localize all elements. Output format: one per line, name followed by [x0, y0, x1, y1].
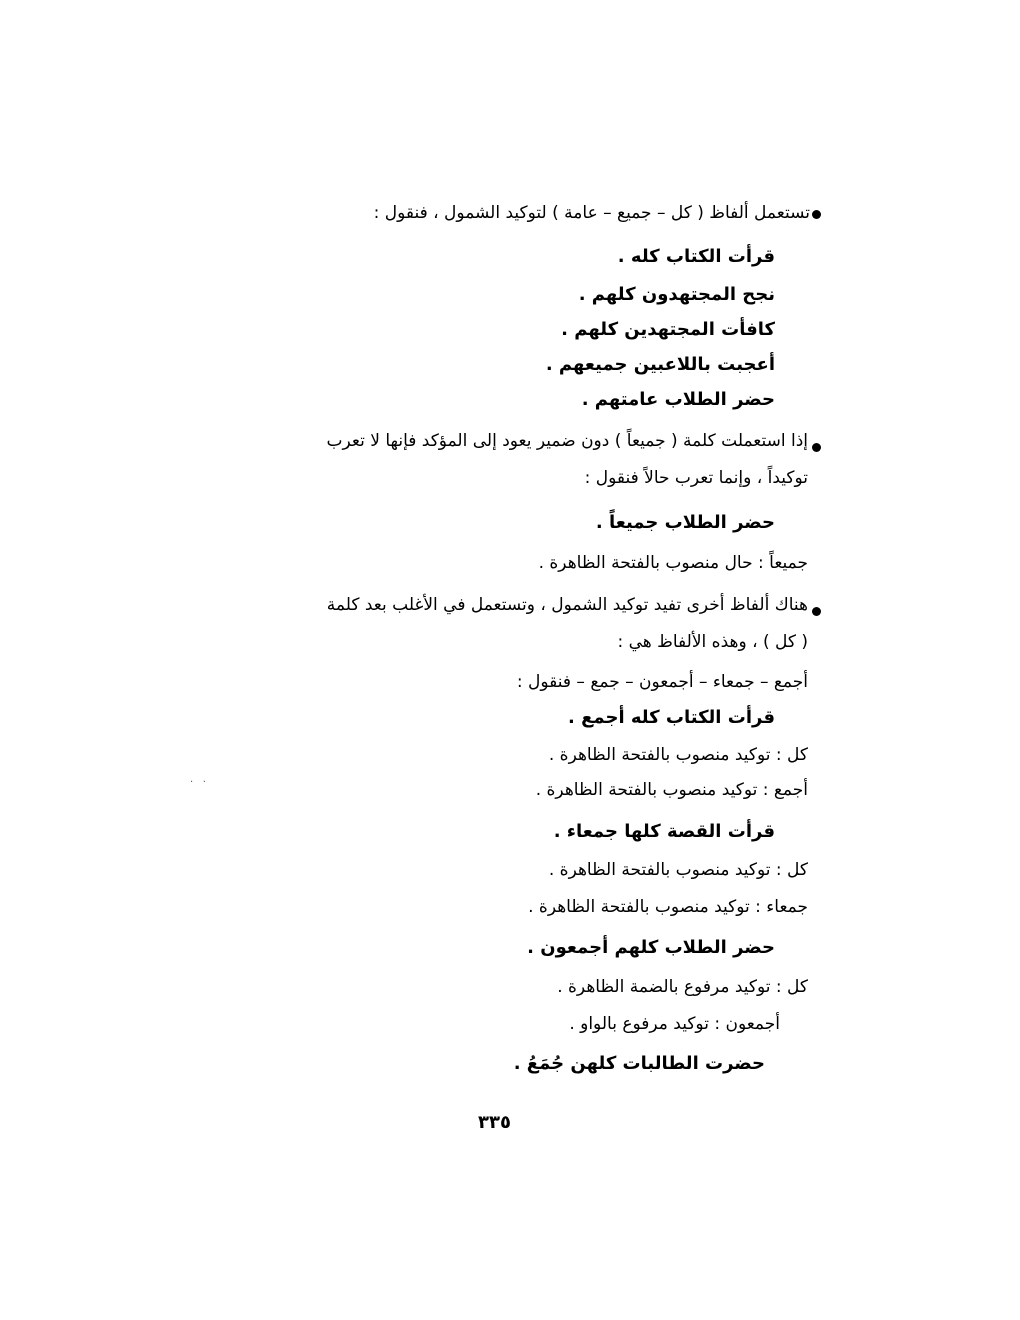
paragraph-line: توكيداً ، وإنما تعرب حالاً فنقول : — [584, 468, 808, 488]
example-sentence: نجح المجتهدون كلهم . — [578, 284, 775, 305]
bullet-marker — [812, 443, 821, 452]
scan-speck: · · — [190, 777, 206, 788]
explanation-line: أجمع : توكيد منصوب بالفتحة الظاهرة . — [535, 780, 808, 800]
example-sentence: قرأت الكتاب كله . — [617, 246, 775, 267]
explanation-line: كل : توكيد منصوب بالفتحة الظاهرة . — [548, 860, 808, 880]
explanation-line: كل : توكيد منصوب بالفتحة الظاهرة . — [548, 745, 808, 765]
paragraph-line: تستعمل ألفاظ ( كل – جميع – عامة ) لتوكيد الشمول ، فنقول : — [373, 203, 810, 223]
example-sentence: قرأت الكتاب كله أجمع . — [568, 707, 775, 728]
explanation-line: كل : توكيد مرفوع بالضمة الظاهرة . — [557, 977, 808, 997]
example-sentence: حضر الطلاب كلهم أجمعون . — [527, 937, 775, 958]
paragraph-line: ( كل ) ، وهذه الألفاظ هي : — [617, 632, 808, 652]
explanation-line: جمعاء : توكيد منصوب بالفتحة الظاهرة . — [528, 897, 808, 917]
page-number: ٣٣٥ — [478, 1112, 511, 1133]
example-sentence: حضرت الطالبات كلهن جُمَعُ . — [513, 1053, 765, 1074]
example-sentence: حضر الطلاب جميعاً . — [595, 512, 775, 533]
paragraph-line: إذا استعملت كلمة ( جميعاً ) دون ضمير يعود إلى المؤكد فإنها لا تعرب — [326, 431, 808, 451]
bullet-marker — [812, 607, 821, 616]
example-sentence: حضر الطلاب عامتهم . — [581, 389, 775, 410]
example-sentence: كافأت المجتهدين كلهم . — [561, 319, 775, 340]
explanation-line: أجمعون : توكيد مرفوع بالواو . — [569, 1014, 780, 1034]
paragraph-line: أجمع – جمعاء – أجمعون – جمع – فنقول : — [516, 672, 808, 692]
example-sentence: أعجبت باللاعبين جميعهم . — [545, 354, 775, 375]
paragraph-line: هناك ألفاظ أخرى تفيد توكيد الشمول ، وتستعمل في الأغلب بعد كلمة — [326, 595, 808, 615]
bullet-marker — [812, 210, 821, 219]
example-sentence: قرأت القصة كلها جمعاء . — [553, 821, 775, 842]
explanation-line: جميعاً : حال منصوب بالفتحة الظاهرة . — [538, 553, 808, 573]
